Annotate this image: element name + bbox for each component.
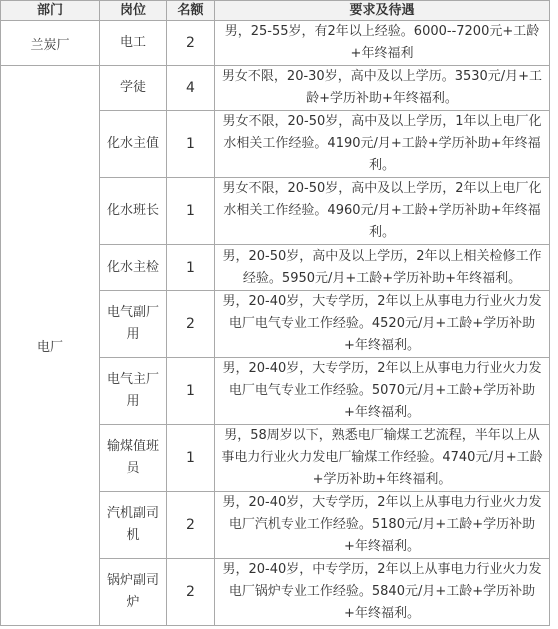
header-row (1, 1, 550, 21)
position-cell: 电气主厂用 (100, 358, 167, 425)
table-row (1, 66, 550, 111)
position-cell: 电气副厂用 (100, 291, 167, 358)
header-position: 岗位 (100, 1, 167, 21)
header-count: 名额 (167, 1, 215, 21)
requirement-cell: 男，20-50岁，高中及以上学历，2年以上相关检修工作经验。5950元/月+工龄+学历补助+年终福利。 (215, 245, 550, 291)
position-cell: 汽机副司机 (100, 492, 167, 559)
count-cell: 1 (167, 358, 215, 425)
count-cell: 2 (167, 559, 215, 626)
position-cell: 电工 (100, 21, 167, 66)
position-cell: 化水主值 (100, 111, 167, 178)
requirement-cell: 男，25-55岁，有2年以上经验。6000--7200元+工龄+年终福利 (215, 21, 550, 66)
position-cell: 输煤值班员 (100, 425, 167, 492)
department-cell: 电厂 (1, 66, 100, 626)
requirement-cell: 男女不限，20-30岁，高中及以上学历。3530元/月+工龄+学历补助+年终福利。 (215, 66, 550, 111)
count-cell: 2 (167, 492, 215, 559)
header-requirements: 要求及待遇 (215, 1, 550, 21)
requirement-cell: 男，20-40岁，中专学历，2年以上从事电力行业火力发电厂锅炉专业工作经验。5840元/月+工龄+学历补助+年终福利。 (215, 559, 550, 626)
count-cell: 2 (167, 21, 215, 66)
table-row (1, 21, 550, 66)
count-cell: 1 (167, 425, 215, 492)
header-department: 部门 (1, 1, 100, 21)
department-cell: 兰炭厂 (1, 21, 100, 66)
position-cell: 锅炉副司炉 (100, 559, 167, 626)
count-cell: 4 (167, 66, 215, 111)
count-cell: 2 (167, 291, 215, 358)
requirement-cell: 男，20-40岁，大专学历，2年以上从事电力行业火力发电厂电气专业工作经验。4520元/月+工龄+学历补助+年终福利。 (215, 291, 550, 358)
count-cell: 1 (167, 111, 215, 178)
requirement-cell: 男，20-40岁，大专学历，2年以上从事电力行业火力发电厂电气专业工作经验。5070元/月+工龄+学历补助+年终福利。 (215, 358, 550, 425)
position-cell: 化水班长 (100, 178, 167, 245)
requirement-cell: 男，20-40岁，大专学历，2年以上从事电力行业火力发电厂汽机专业工作经验。5180元/月+工龄+学历补助+年终福利。 (215, 492, 550, 559)
count-cell: 1 (167, 178, 215, 245)
position-cell: 学徒 (100, 66, 167, 111)
position-cell: 化水主检 (100, 245, 167, 291)
requirement-cell: 男女不限，20-50岁，高中及以上学历，2年以上电厂化水相关工作经验。4960元/月+工龄+学历补助+年终福利。 (215, 178, 550, 245)
requirement-cell: 男女不限，20-50岁，高中及以上学历，1年以上电厂化水相关工作经验。4190元/月+工龄+学历补助+年终福利。 (215, 111, 550, 178)
count-cell: 1 (167, 245, 215, 291)
requirement-cell: 男，58周岁以下，熟悉电厂输煤工艺流程，半年以上从事电力行业火力发电厂输煤工作经验。4740元/月+工龄+学历补助+年终福利。 (215, 425, 550, 492)
